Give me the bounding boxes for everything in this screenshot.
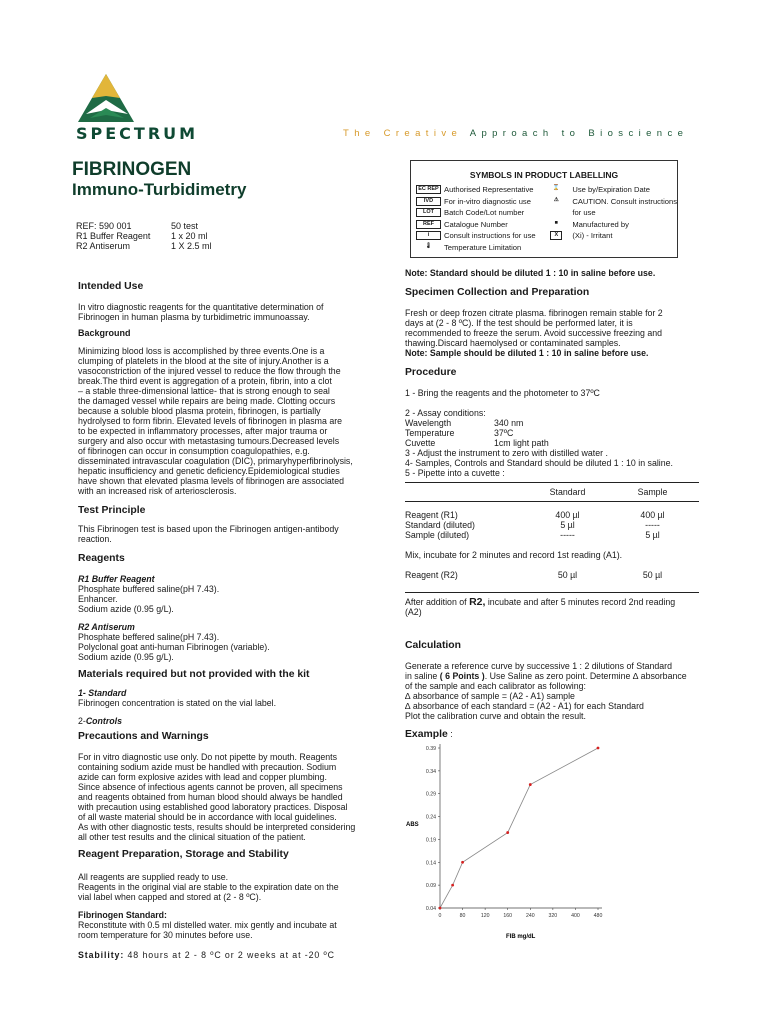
table-cell: 400 µl (640, 510, 665, 520)
tagline (343, 128, 688, 139)
controls-line (78, 716, 378, 726)
symbol-label: Batch Code/Lot number (444, 208, 525, 217)
calculation-line-2 (405, 671, 705, 681)
ref-cell: 1 X 2.5 ml (171, 241, 212, 251)
ref-row (76, 221, 212, 231)
product-subtitle: Immuno-Turbidimetry (72, 180, 247, 199)
ec-rep-icon: EC REP (416, 185, 441, 194)
chart-x-tick-label: 80 (459, 913, 466, 919)
chart-y-tick-label: 0.39 (425, 746, 436, 752)
symbol-row (416, 207, 544, 219)
test-principle-text: This Fibrinogen test is based upon the Fibrinogen antigen-antibody reaction. (78, 524, 339, 544)
chart-x-tick-label: 160 (503, 913, 513, 919)
ref-table (76, 221, 212, 251)
condition-key: Temperature (405, 428, 455, 438)
chart-y-tick-label: 0.04 (425, 906, 436, 912)
after-addition-text (405, 597, 705, 617)
fibrinogen-standard-heading: Fibrinogen Standard: (78, 910, 167, 920)
after-c: incubate and after 5 minutes record 2nd reading (A2) (405, 597, 676, 617)
chart-x-tick-label: 320 (548, 913, 558, 919)
chart-points (439, 747, 600, 910)
symbols-heading: SYMBOLS IN PRODUCT LABELLING (469, 170, 619, 180)
symbol-row (416, 219, 544, 231)
chart-point (451, 884, 454, 887)
chart-x-tick-label: 240 (525, 913, 535, 919)
table-row (405, 570, 699, 580)
table-cell: Sample (diluted) (405, 530, 470, 540)
controls-number: 2- (78, 716, 86, 726)
table-row (405, 530, 699, 540)
materials-heading: Materials required but not provided with the kit (78, 669, 310, 680)
specimen-text: Fresh or deep frozen citrate plasma. fibrinogen remain stable for 2 days at (2 - 8 ºC). If the test should be performed later, it is recommended to freeze the serum. Avoid successive freezing and thawing.Discard haemolysed or contaminated samples. (405, 308, 663, 348)
hourglass-icon: ⌛ (552, 185, 560, 191)
symbol-label: Use by/Expiration Date (572, 185, 651, 194)
left-column (78, 282, 378, 960)
condition-key: Wavelength (405, 418, 452, 428)
controls-heading: Controls (85, 716, 122, 726)
right-column (405, 268, 705, 740)
table-row (405, 520, 699, 530)
chart-y-tick-label: 0.29 (425, 791, 436, 798)
brand-name: SPECTRUM (76, 124, 199, 143)
condition-row (405, 428, 705, 438)
ref-row (76, 241, 212, 251)
symbol-row (416, 196, 544, 208)
intended-use-text: In vitro diagnostic reagents for the quantitative determination of Fibrinogen in human plasma by turbidimetric immunoassay. (78, 302, 324, 322)
chart-y-tick-label: 0.19 (425, 837, 436, 844)
fibrinogen-standard-text: Reconstitute with 0.5 ml distelled water. mix gently and incubate at room temperature for 30 minutes before use. (78, 920, 337, 940)
chart-y-label: ABS (406, 822, 419, 828)
table-cell: Reagent (R2) (405, 570, 458, 580)
symbol-label: For in-vitro diagnostic use (444, 196, 531, 206)
preparation-text: All reagents are supplied ready to use. Reagents in the original vial are stable to the expiration date on the vial label when capped and stored at (2 - 8 ºC). (78, 872, 339, 902)
procedure-step-1: 1 - Bring the reagents and the photometer to 37ºC (405, 388, 600, 398)
symbol-label: Temperature Limitation (444, 242, 522, 252)
header-cell (405, 487, 525, 497)
chart-x-ticks (439, 908, 603, 919)
chart-point (529, 783, 532, 786)
stability-line (78, 950, 378, 960)
chart-x-label: FIB mg/dL (506, 934, 536, 940)
symbol-row (544, 184, 677, 196)
intended-use-heading: Intended Use (78, 281, 144, 292)
mix-instruction: Mix, incubate for 2 minutes and record 1st reading (A1). (405, 550, 623, 560)
symbol-label: for use (572, 208, 596, 217)
blank-icon (550, 208, 562, 217)
tagline-part-a: The Creative (343, 128, 463, 139)
after-a: After addition of (405, 597, 470, 607)
symbols-box (410, 160, 678, 258)
chart-y-tick-label: 0.34 (425, 768, 436, 775)
symbol-row (416, 230, 544, 242)
procedure-step-2: 2 - Assay conditions: (405, 408, 486, 418)
background-text: Minimizing blood loss is accomplished by three events.One is a clumping of platelets in the blood at the site of injury.Another is a vasoconstriction of the injured vessel to reduce the flow through the break.The third event is aggregation of a protein, fibrin, into a clot – a stable three-dimensional lattice- that is strong enough to seal the damaged vessel while repairs are being made. Clotting occurs because a soluble blood plasma protein, fibrinogen, is partially hydrolysed to form fibrin. Elevated levels of fibrinogen in plasma are to be expected in inflammatory processes, after major trauma or surgery and also occur with metastasing tumours.Decreased levels of fibrinogen can occur in consumption coagulopathies, e.g. disseminated intravascular coagulation (DIC), primaryhyperfibrinolysis, hepatic insufficiency and genetic deficiency.Epidemiological studies have shown that elevated plasma levels of fibrinogen are associated with an increased risk of arteriosclerosis. (78, 346, 353, 496)
ref-icon: REF (416, 220, 441, 229)
product-title: FIBRINOGEN (72, 159, 192, 180)
chart-series-line (440, 748, 598, 908)
preparation-heading: Reagent Preparation, Storage and Stability (78, 849, 289, 860)
chart-x-tick-label: 0 (438, 913, 442, 919)
symbol-label: Authorised Representative (444, 185, 534, 194)
spectrum-logo (72, 70, 202, 126)
calculation-text: of the sample and each calibrator as following: ∆ absorbance of sample = (A2 - A1) sample ∆ absorbance of each standard = (A2 - A1) for each Standard Plot the calibration curve and obtain the result. (405, 681, 644, 721)
condition-value: 340 nm (494, 418, 524, 428)
example-colon: : (447, 729, 453, 739)
standard-text: Fibrinogen concentration is stated on the vial label. (78, 698, 277, 708)
symbol-row (416, 184, 544, 196)
test-principle-heading: Test Principle (78, 505, 146, 516)
table-cell: 50 µl (642, 570, 663, 580)
symbol-label: Catalogue Number (444, 219, 508, 229)
table-cell: Reagent (R1) (405, 510, 458, 520)
condition-value: 1cm light path (494, 438, 549, 448)
calc-a: in saline (405, 671, 440, 681)
thermometer-icon: 🌡 (425, 242, 432, 249)
ref-cell: R1 Buffer Reagent (76, 231, 151, 241)
table-header (405, 487, 699, 497)
symbol-label: (Xi) - Irritant (572, 231, 613, 240)
table-cell: 400 µl (555, 510, 580, 520)
table-cell: 5 µl (645, 530, 660, 540)
table-cell: 5 µl (560, 520, 575, 530)
condition-value: 37ºC (494, 428, 514, 438)
symbol-row (544, 196, 677, 208)
after-b: R2, (469, 596, 486, 608)
table-cell: 50 µl (557, 570, 578, 580)
chart-x-tick-label: 120 (480, 913, 490, 919)
symbol-label: Manufactured by (572, 219, 629, 229)
condition-key: Cuvette (405, 438, 436, 448)
ref-cell: REF: 590 001 (76, 221, 132, 231)
lot-icon: LOT (416, 208, 441, 217)
header-cell: Sample (637, 487, 668, 497)
standard-heading: 1- Standard (78, 688, 127, 698)
symbol-row (416, 242, 544, 254)
procedure-steps-3-5: 3 - Adjust the instrument to zero with distilled water . 4- Samples, Controls and Standard should be diluted 1 : 10 in saline. 5 - Pipette into a cuvette : (405, 448, 673, 478)
ref-row (76, 231, 212, 241)
chart-y-tick-label: 0.14 (425, 860, 436, 867)
stability-text: 48 hours at 2 - 8 ºC or 2 weeks at at -20 ºC (127, 950, 335, 960)
table-cell: ----- (645, 520, 660, 530)
example-heading: Example (405, 729, 448, 740)
chart-point (439, 907, 442, 910)
symbol-label: CAUTION. Consult instructions (572, 196, 677, 206)
stability-label: Stability: (78, 950, 125, 960)
ref-cell: 1 x 20 ml (171, 231, 208, 241)
r1-text: Phosphate buffered saline(pH 7.43). Enhancer. Sodium azide (0.95 g/L). (78, 584, 220, 614)
chart-x-tick-label: 400 (571, 913, 580, 919)
chart-axes (440, 744, 602, 908)
procedure-heading: Procedure (405, 367, 457, 378)
table-row (405, 510, 699, 520)
symbol-label: Consult instructions for use (444, 231, 536, 240)
calc-c: . Use Saline as zero point. Determine ∆ absorbance (484, 671, 687, 681)
irritant-icon: X (550, 231, 562, 240)
symbol-row (544, 219, 677, 231)
pipetting-table (405, 482, 699, 597)
r2-heading: R2 Antiserum (78, 622, 135, 632)
header-cell: Standard (549, 487, 586, 497)
r2-text: Phosphate beffered saline(pH 7.43). Polyclonal goat anti-human Fibrinogen (variable). Sodium azide (0.95 g/L). (78, 632, 270, 662)
caution-icon: ⚠ (553, 196, 559, 203)
condition-row (405, 438, 705, 448)
table-cell: ----- (560, 530, 575, 540)
precautions-text: For in vitro diagnostic use only. Do not pipette by mouth. Reagents containing sodium azide must be handled with precaution. Sodium azide can form explosive azides with lead and copper plumbing. Since absence of infectious agents cannot be proven, all specimens and reagents obtained from human blood should always be handled with precaution using established good laboratory practices. Disposal of all waste material should be in accordance with local guidelines. As with other diagnostic tests, results should be interpreted considering all other test results and the clinical situation of the patient. (78, 752, 356, 842)
precautions-heading: Precautions and Warnings (78, 731, 209, 742)
chart-x-tick-label: 480 (593, 913, 603, 919)
calculation-heading: Calculation (405, 640, 462, 651)
note-standard: Note: Standard should be diluted 1 : 10 in saline before use. (405, 268, 656, 278)
calculation-line-1: Generate a reference curve by successive 1 : 2 dilutions of Standard (405, 661, 672, 671)
symbol-row (544, 207, 677, 219)
ivd-icon: IVD (416, 197, 441, 206)
symbol-row (544, 230, 677, 242)
tagline-part-b: Approach to Bioscience (469, 128, 689, 139)
chart-point (506, 831, 509, 834)
r1-heading: R1 Buffer Reagent (78, 574, 155, 584)
chart-y-ticks (426, 746, 440, 912)
chart-y-tick-label: 0.09 (425, 883, 436, 890)
table-cell: Standard (diluted) (405, 520, 475, 530)
calibration-chart (404, 738, 614, 943)
calc-b: ( 6 Points ) (439, 671, 485, 681)
chart-point (597, 747, 600, 750)
note-sample: Note: Sample should be diluted 1 : 10 in saline before use. (405, 348, 649, 358)
condition-row (405, 418, 705, 428)
chart-point (461, 861, 464, 864)
book-info-icon: i (416, 231, 441, 240)
ref-cell: R2 Antiserum (76, 241, 131, 251)
ref-cell: 50 test (171, 221, 199, 231)
reagents-heading: Reagents (78, 553, 125, 564)
chart-line-path (440, 748, 598, 908)
specimen-heading: Specimen Collection and Preparation (405, 287, 590, 298)
factory-icon: ■ (554, 219, 558, 226)
background-heading: Background (78, 328, 131, 338)
chart-y-tick-label: 0.24 (425, 814, 436, 821)
